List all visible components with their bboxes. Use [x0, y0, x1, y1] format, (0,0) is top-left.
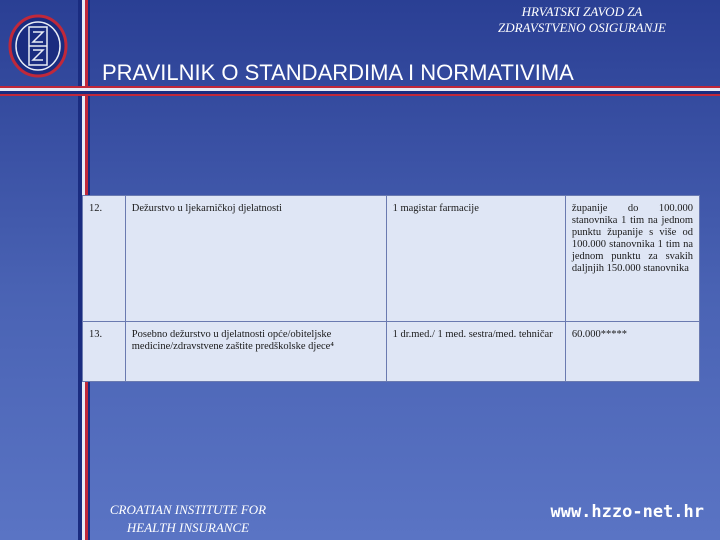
org-name-footer-line1: CROATIAN INSTITUTE FOR — [109, 502, 267, 517]
org-name-footer — [92, 501, 284, 537]
row-staff: 1 dr.med./ 1 med. sestra/med. tehničar — [386, 322, 565, 382]
row-norm: županije do 100.000 stanovnika 1 tim na jednom punktu županije s više od 100.000 stanovnika 1 tim na jednom punktu za svakih daljnjih 150.000 stanovnika — [565, 196, 699, 322]
org-name-header — [452, 4, 712, 36]
website-url: www.hzzo-net.hr — [550, 502, 704, 522]
row-norm: 60.000***** — [565, 322, 699, 382]
row-description: Dežurstvo u ljekarničkoj djelatnosti — [125, 196, 386, 322]
row-number: 13. — [83, 322, 126, 382]
row-description: Posebno dežurstvo u djelatnosti opće/obiteljske medicine/zdravstvene zaštite predškolske djece⁴ — [125, 322, 386, 382]
row-number: 12. — [83, 196, 126, 322]
hzzo-emblem-icon — [8, 14, 68, 78]
table-row — [83, 196, 700, 322]
org-name-line2: ZDRAVSTVENO OSIGURANJE — [498, 20, 666, 35]
org-name-line1: HRVATSKI ZAVOD ZA — [521, 4, 643, 19]
org-name-footer-line2: HEALTH INSURANCE — [126, 520, 250, 535]
standards-table — [82, 195, 700, 382]
row-staff: 1 magistar farmacije — [386, 196, 565, 322]
page-title: PRAVILNIK O STANDARDIMA I NORMATIVIMA — [102, 60, 574, 85]
top-red-stripe-lower — [0, 94, 720, 96]
table-row — [83, 322, 700, 382]
